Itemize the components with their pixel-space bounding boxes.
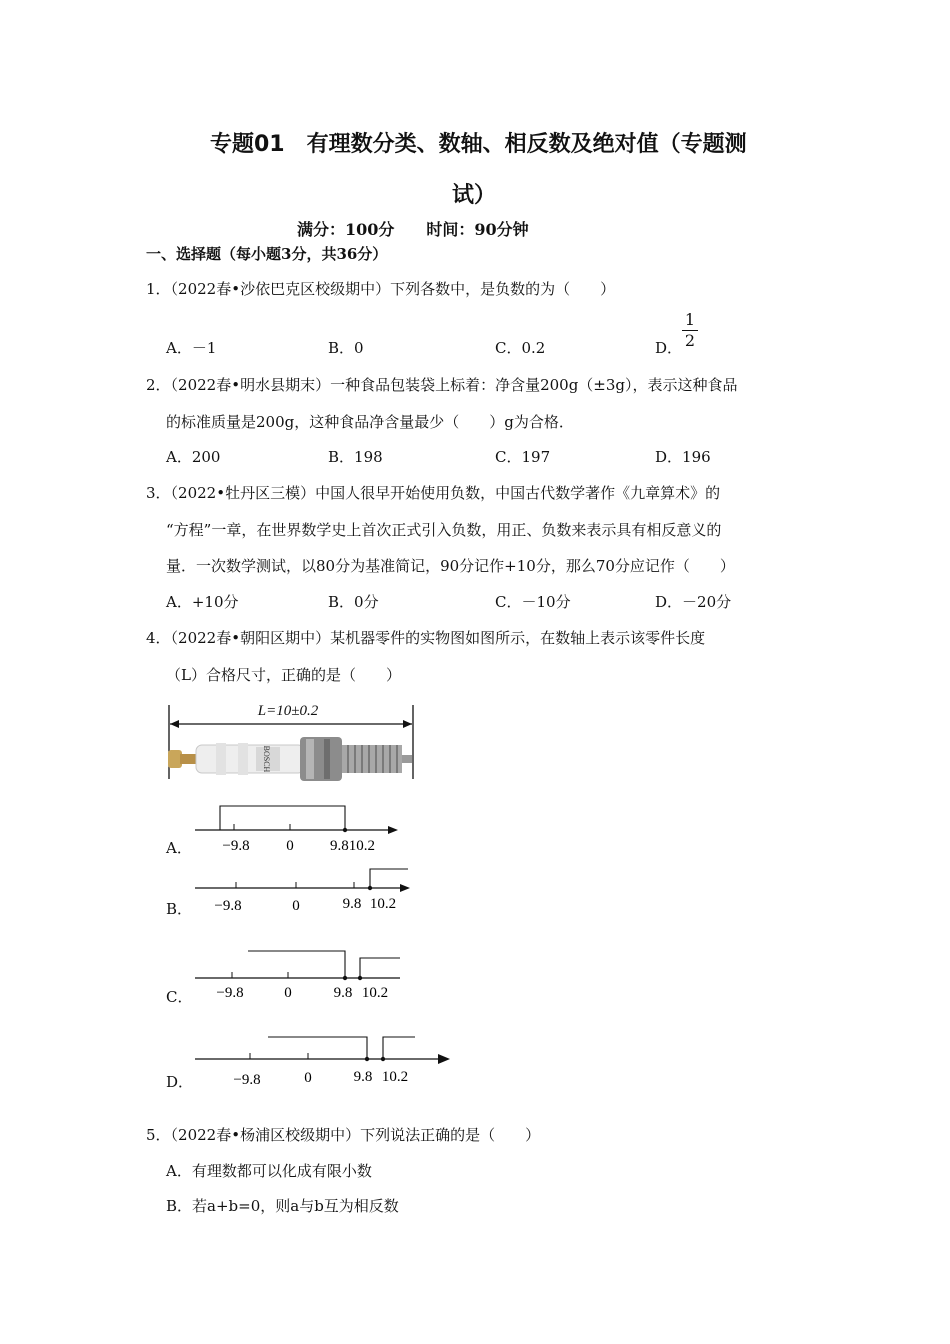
number-line-c [190, 945, 420, 1005]
dimension-arrow-right [403, 720, 412, 728]
question-2-line2: 的标准质量是200g，这种食品净含量最少（ ）g为合格． [166, 413, 574, 431]
range-bracket [220, 806, 345, 830]
question-3-line2: “方程”一章，在世界数学史上首次正式引入负数，用正、负数来表示具有相反意义的 [166, 521, 722, 539]
point-10.2 [381, 1057, 385, 1061]
q2-option-b: B．198 [328, 448, 383, 466]
q3-option-b: B．0分 [328, 593, 379, 611]
page-title-line1: 专题01 有理数分类、数轴、相反数及绝对值（专题测 [210, 132, 747, 157]
q3-option-c: C．－10分 [495, 593, 571, 611]
question-3-line1: 3．（2022•牡丹区三模）中国人很早开始使用负数，中国古代数学著作《九章算术》的 [146, 484, 721, 502]
question-1-stem: 1．（2022春•沙依巴克区校级期中）下列各数中，是负数的为（ ） [146, 280, 616, 298]
tick-label-neg-9.8: −9.8 [216, 985, 244, 1001]
plug-insulator [196, 745, 304, 773]
question-4-line1: 4．（2022春•朝阳区期中）某机器零件的实物图如图所示，在数轴上表示该零件长度 [146, 629, 706, 647]
question-3-line3: 量．一次数学测试，以80分为基准简记，90分记作+10分，那么70分应记作（ ） [166, 557, 735, 575]
q1-option-a: A．－1 [166, 339, 217, 357]
plug-electrode [402, 755, 412, 763]
q4-option-a: A． [166, 839, 192, 857]
point-9.8 [343, 976, 347, 980]
tick-label-9.8-10.2: 9.810.2 [330, 838, 375, 854]
point-9.8 [365, 1057, 369, 1061]
plug-terminal [168, 750, 182, 768]
tick-label-0: 0 [286, 838, 294, 854]
tick-label-neg-9.8: −9.8 [233, 1072, 261, 1088]
page-title-line2: 试） [452, 183, 497, 208]
tick-label-0: 0 [292, 898, 300, 914]
q1-option-b: B．0 [328, 339, 364, 357]
tick-label-9.8: 9.8 [333, 985, 353, 1001]
q1-option-d: D． [655, 339, 683, 357]
axis-arrow [400, 884, 410, 892]
q4-option-b: B． [166, 900, 193, 918]
number-line-a [190, 800, 420, 860]
plug-brand-text: BOSCH [262, 745, 271, 773]
plug-hex-shadow [324, 739, 330, 779]
tick-label-9.8: 9.8 [342, 896, 362, 912]
fraction-numerator: 1 [684, 310, 696, 329]
range-bracket-left [248, 951, 345, 978]
spark-plug-figure [166, 693, 416, 783]
plug-rib-2 [238, 743, 248, 775]
q3-option-a: A．+10分 [166, 593, 239, 611]
axis-arrow [388, 826, 398, 834]
point-9.8 [343, 828, 347, 832]
question-4-line2: （L）合格尺寸，正确的是（ ） [166, 666, 401, 684]
tick-label-0: 0 [304, 1070, 312, 1086]
q1-d-fraction [682, 311, 698, 350]
score-time: 满分：100分 时间：90分钟 [297, 220, 529, 239]
tick-label-neg-9.8: −9.8 [222, 838, 250, 854]
q4-option-c: C． [166, 988, 193, 1006]
range-bracket-right [360, 958, 400, 978]
question-5-stem: 5．（2022春•杨浦区校级期中）下列说法正确的是（ ） [146, 1126, 541, 1144]
question-2-line1: 2．（2022春•明水县期末）一种食品包装袋上标着：净含量200g（±3g），表示这种食品 [146, 376, 738, 394]
point-10.2 [368, 886, 372, 890]
plug-rib-1 [216, 743, 226, 775]
q2-option-c: C．197 [495, 448, 551, 466]
plug-thread [342, 745, 402, 773]
number-line-d [190, 1028, 460, 1088]
point-10.2 [358, 976, 362, 980]
q2-option-d: D．196 [655, 448, 711, 466]
range-bracket-left [268, 1037, 367, 1059]
plug-hex-highlight [306, 739, 314, 779]
q3-option-d: D．－20分 [655, 593, 732, 611]
plug-terminal-neck [180, 754, 198, 764]
range-bracket-right [383, 1037, 415, 1059]
q1-option-c: C．0.2 [495, 339, 546, 357]
tick-label-10.2: 10.2 [361, 985, 389, 1001]
tick-label-10.2: 10.2 [369, 896, 397, 912]
q5-option-b: B．若a+b=0，则a与b互为相反数 [166, 1197, 399, 1215]
q2-option-a: A．200 [166, 448, 221, 466]
axis-arrow [438, 1054, 450, 1064]
tick-label-neg-9.8: −9.8 [214, 898, 242, 914]
dimension-arrow-left [170, 720, 179, 728]
tick-label-9.8: 9.8 [353, 1069, 373, 1085]
dimension-label: L=10±0.2 [257, 703, 319, 719]
tick-label-10.2: 10.2 [381, 1069, 409, 1085]
number-line-b [190, 860, 420, 920]
section-heading: 一、选择题（每小题3分，共36分） [146, 245, 388, 263]
q5-option-a: A．有理数都可以化成有限小数 [166, 1162, 372, 1180]
fraction-denominator: 2 [684, 331, 696, 350]
q4-option-d: D． [166, 1073, 194, 1091]
tick-label-0: 0 [284, 985, 292, 1001]
